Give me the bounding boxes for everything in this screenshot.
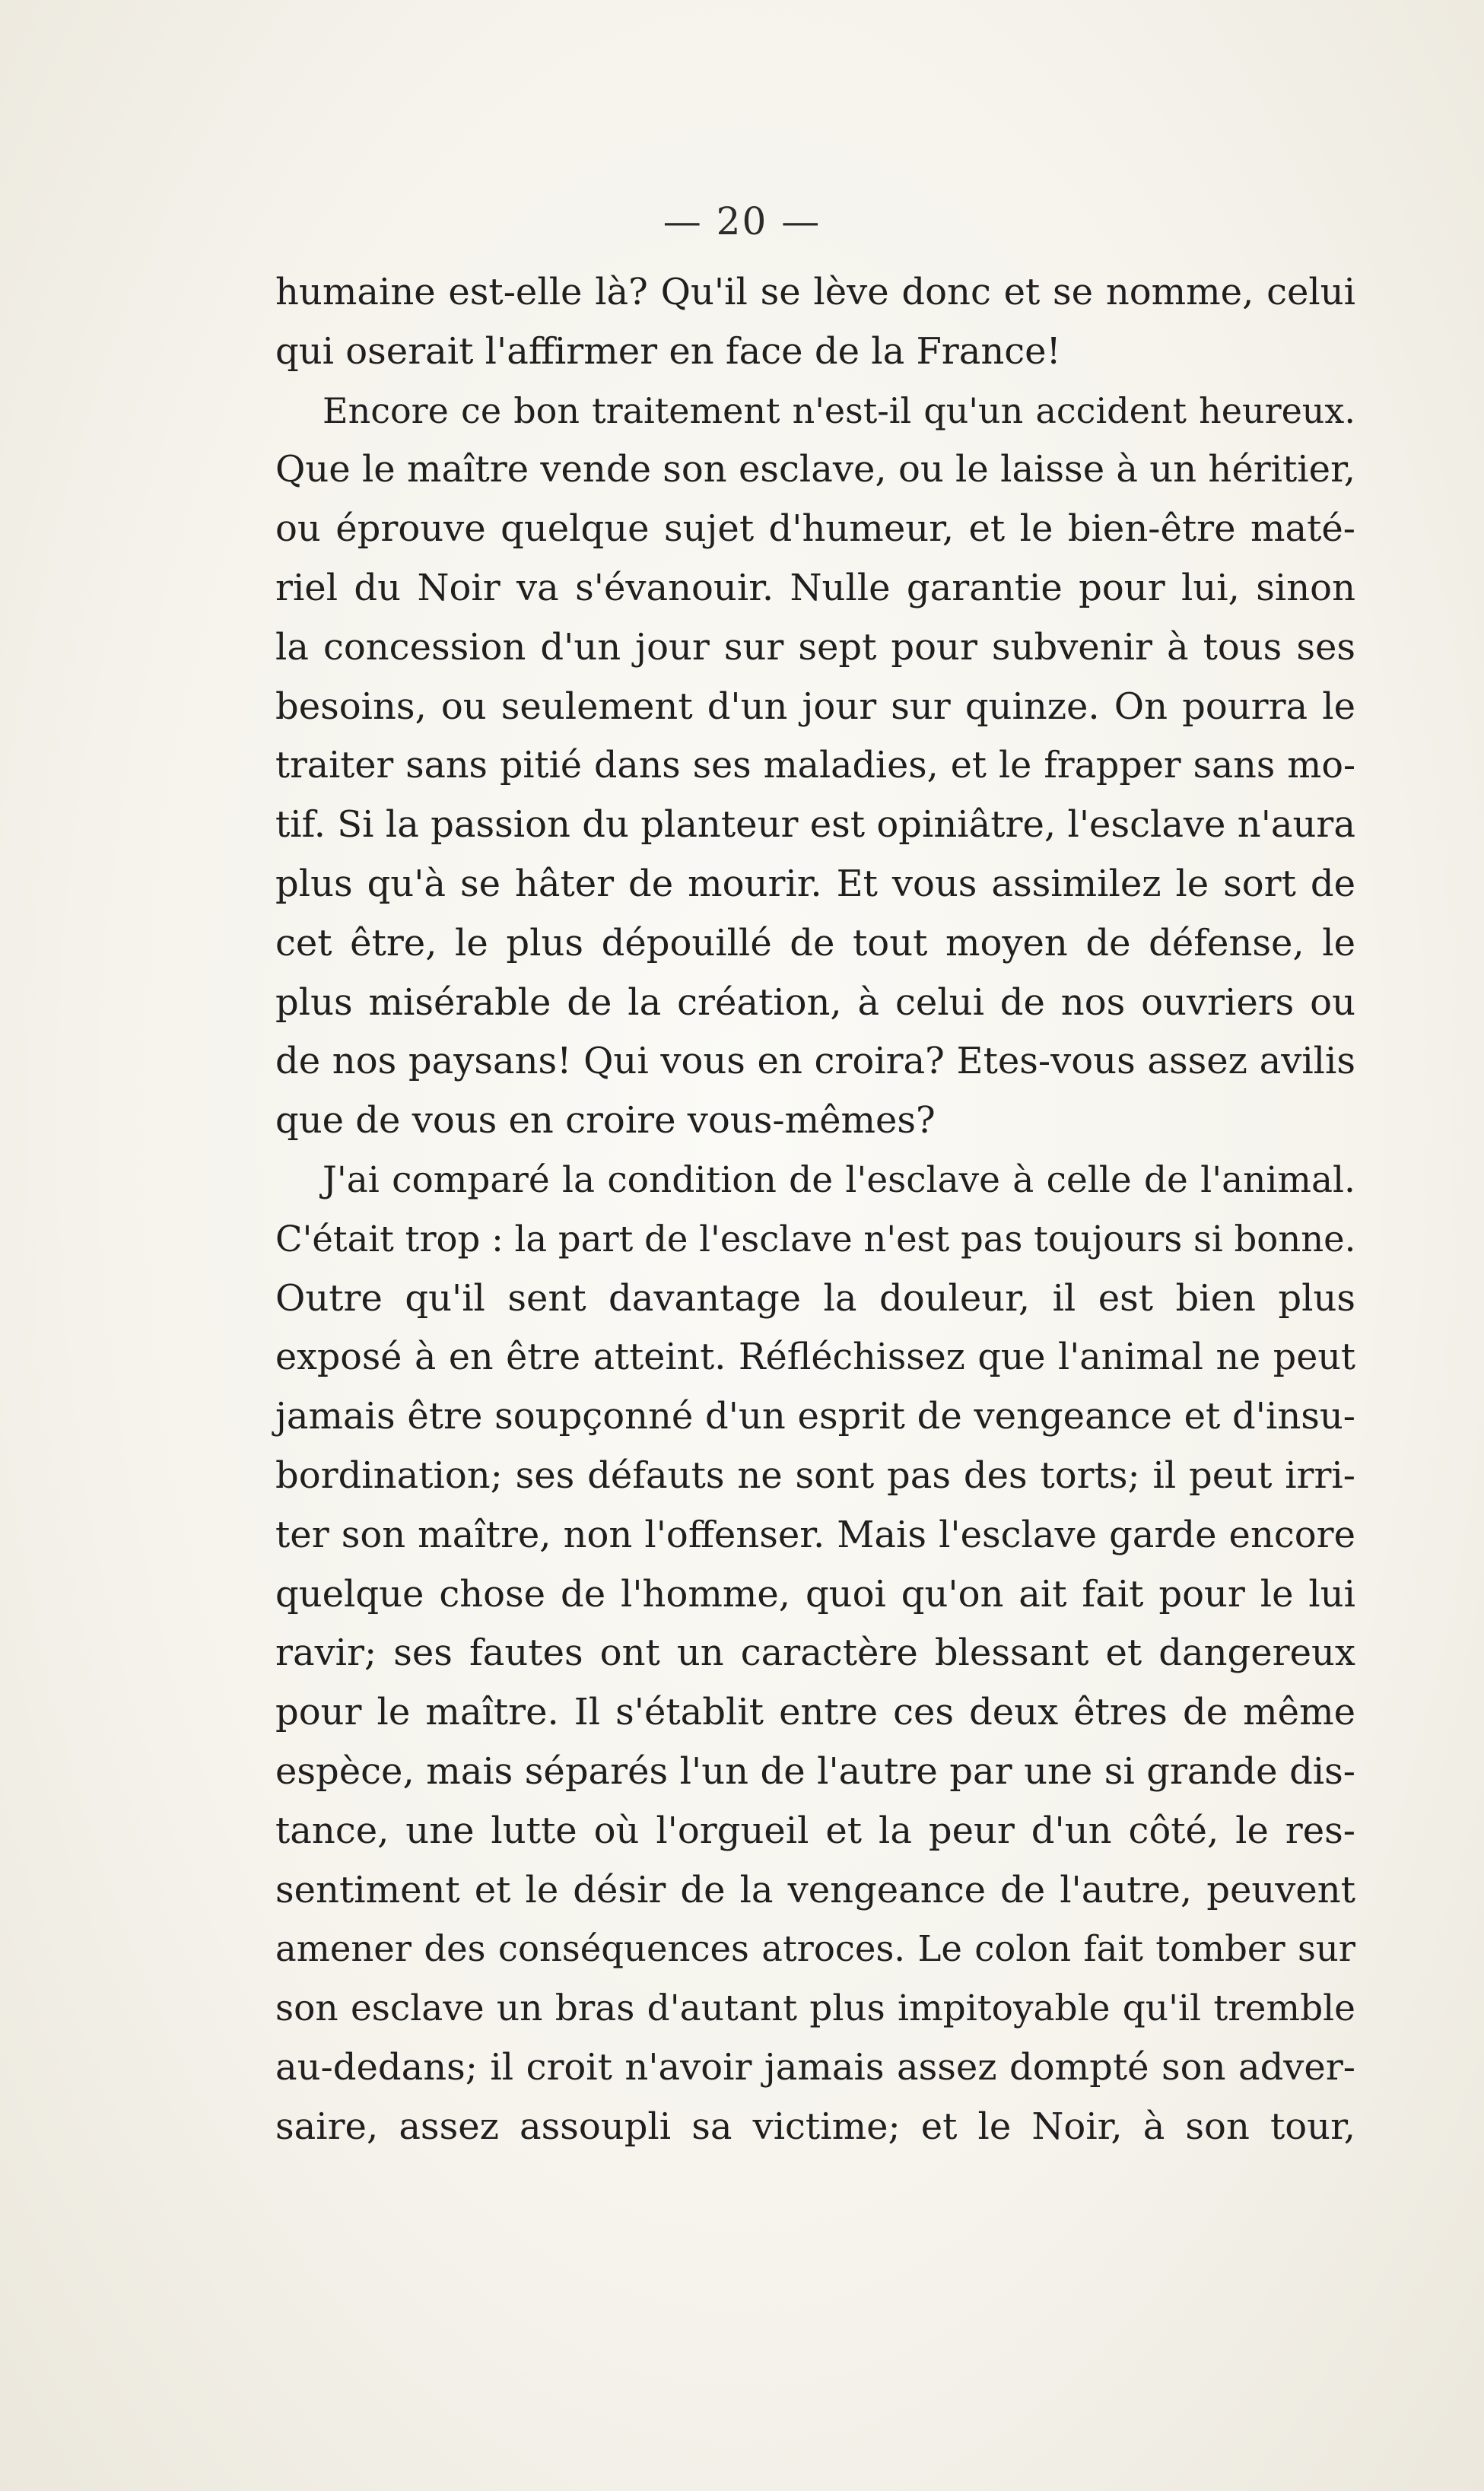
text-line: qui oserait l'affirmer en face de la France! [275,329,1061,373]
text-line: jamais être soupçonné d'un esprit de vengeance et d'insu- [275,1395,1355,1438]
text-line: bordination; ses défauts ne sont pas des torts; il peut irri- [275,1454,1355,1497]
text-line: ravir; ses fautes ont un caractère blessant et dangereux [275,1632,1355,1675]
text-line: espèce, mais séparés l'un de l'autre par une si grande dis- [275,1749,1355,1793]
text-line: traiter sans pitié dans ses maladies, et le frapper sans mo- [275,745,1355,787]
text-line: plus misérable de la création, à celui de nos ouvriers ou [275,980,1355,1024]
text-line: quelque chose de l'homme, quoi qu'on ait fait pour le lui [275,1572,1355,1616]
page-number: — 20 — [663,199,821,243]
text-line: pour le maître. Il s'établit entre ces deux êtres de même [275,1691,1355,1734]
text-line: Que le maître vende son esclave, ou le laisse à un héritier, [275,448,1355,491]
text-line: C'était trop : la part de l'esclave n'est pas toujours si bonne. [275,1218,1356,1260]
text-line: exposé à en être atteint. Réfléchissez que l'animal ne peut [275,1336,1355,1379]
text-line: de nos paysans! Qui vous en croira? Etes-vous assez avilis [275,1040,1355,1083]
body-text [275,263,1355,2157]
text-line: sentiment et le désir de la vengeance de l'autre, peuvent [275,1868,1355,1911]
text-line: au-dedans; il croit n'avoir jamais assez dompté son adver- [275,2045,1355,2089]
text-line: plus qu'à se hâter de mourir. Et vous assimilez le sort de [275,862,1355,905]
text-line: tif. Si la passion du planteur est opiniâtre, l'esclave n'aura [275,803,1355,847]
text-line: ter son maître, non l'offenser. Mais l'esclave garde encore [275,1513,1355,1556]
text-line: besoins, ou seulement d'un jour sur quinze. On pourra le [275,685,1355,728]
text-line: tance, une lutte où l'orgueil et la peur d'un côté, le res- [275,1809,1355,1852]
text-line: la concession d'un jour sur sept pour subvenir à tous ses [275,625,1355,669]
text-line: Encore ce bon traitement n'est-il qu'un accident heureux. [323,389,1355,431]
text-line: ou éprouve quelque sujet d'humeur, et le bien-être maté- [275,507,1355,551]
text-line: que de vous en croire vous-mêmes? [275,1099,936,1142]
text-line: Outre qu'il sent davantage la douleur, il est bien plus [275,1276,1355,1320]
text-line: J'ai comparé la condition de l'esclave à celle de l'animal. [323,1158,1355,1201]
text-line: amener des conséquences atroces. Le colon fait tomber sur [275,1928,1355,1970]
text-line: humaine est-elle là? Qu'il se lève donc et se nomme, celui [275,271,1355,313]
text-line: saire, assez assoupli sa victime; et le Noir, à son tour, [275,2105,1355,2148]
text-line: cet être, le plus dépouillé de tout moyen de défense, le [275,921,1355,964]
text-line: riel du Noir va s'évanouir. Nulle garantie pour lui, sinon [275,566,1355,609]
text-line: son esclave un bras d'autant plus impitoyable qu'il tremble [275,1987,1355,2030]
